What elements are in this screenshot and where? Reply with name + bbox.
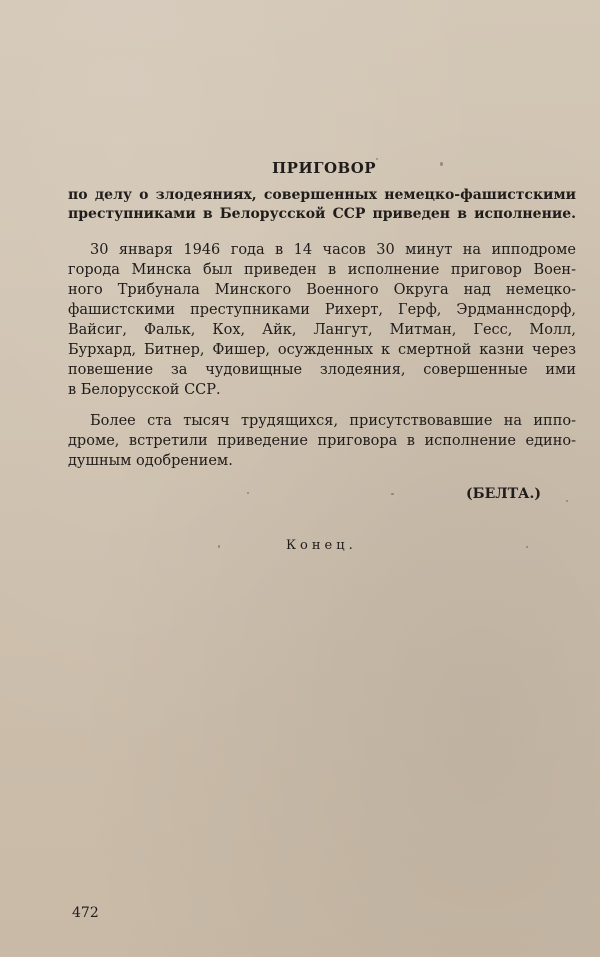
paper-speck — [247, 492, 249, 494]
news-agency-source: (БЕЛТА.) — [466, 486, 541, 502]
text-line: города Минска был приведен в исполнение приговор Воен- — [68, 262, 576, 278]
paragraph-execution — [68, 240, 576, 400]
paper-speck — [391, 493, 394, 495]
text-line: Бурхард, Битнер, Фишер, осужденных к смертной казни через — [68, 342, 576, 358]
paper-speck — [218, 545, 220, 548]
page-number: 472 — [72, 905, 99, 921]
document-subtitle — [68, 186, 576, 224]
document-title: ПРИГОВОР — [272, 159, 377, 177]
text-line: в Белорусской ССР. — [68, 382, 221, 398]
text-line: 30 января 1946 года в 14 часов 30 минут на ипподроме — [90, 242, 576, 258]
subtitle-line: преступниками в Белорусской ССР приведен в исполнение. — [68, 206, 576, 222]
end-mark: Конец. — [286, 538, 357, 553]
text-line: ного Трибунала Минского Военного Округа над немецко- — [68, 282, 576, 298]
text-line: душным одобрением. — [68, 453, 233, 469]
text-line: дроме, встретили приведение приговора в исполнение едино- — [68, 433, 576, 449]
subtitle-line: по делу о злодеяниях, совершенных немецко-фашистскими — [68, 187, 576, 203]
paragraph-crowd — [68, 411, 576, 471]
text-line: Вайсиг, Фальк, Кох, Айк, Лангут, Митман, Гесс, Молл, — [68, 322, 576, 338]
text-line: фашистскими преступниками Рихерт, Герф, Эрдманнсдорф, — [68, 302, 576, 318]
text-line: повешение за чудовищные злодеяния, совершенные ими — [68, 362, 576, 378]
paper-speck — [566, 500, 568, 502]
paper-speck — [376, 158, 378, 160]
paper-speck — [526, 546, 528, 548]
paper-speck — [440, 162, 443, 166]
text-line: Более ста тысяч трудящихся, присутствовавшие на иппо- — [90, 413, 576, 429]
